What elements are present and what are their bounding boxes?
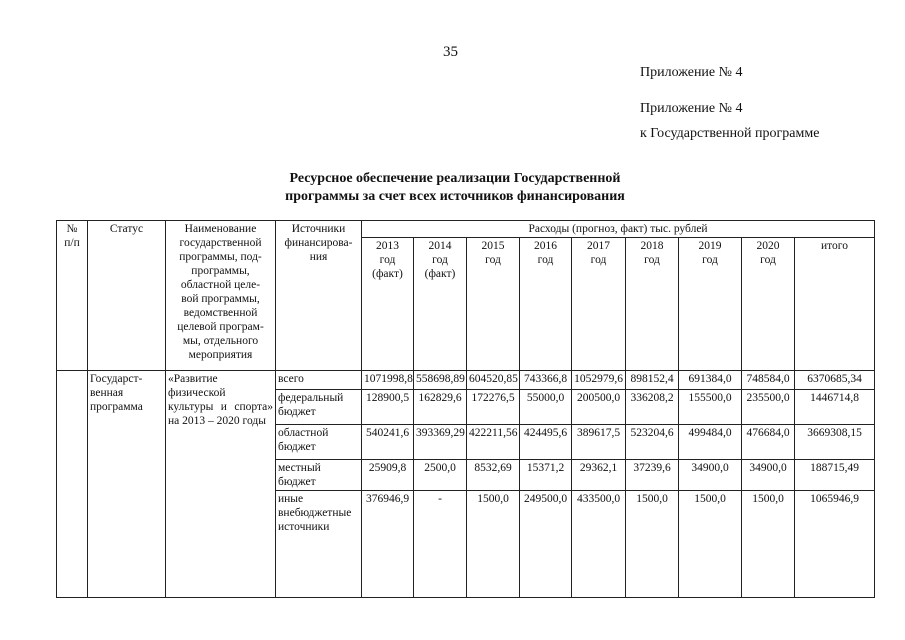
value-cell: 1052979,6 (572, 371, 626, 390)
document-title-line: программы за счет всех источников финансирования (285, 189, 625, 204)
value-cell: 200500,0 (572, 390, 626, 425)
value-cell: 15371,2 (520, 460, 572, 491)
value-cell: 393369,29 (414, 425, 467, 460)
value-cell: 1500,0 (742, 491, 795, 598)
value-cell: 1500,0 (626, 491, 679, 598)
value-cell: 29362,1 (572, 460, 626, 491)
value-cell: 25909,8 (362, 460, 414, 491)
value-cell: 523204,6 (626, 425, 679, 460)
source-cell: областной бюджет (276, 425, 362, 460)
row-number-cell (57, 371, 88, 598)
value-cell: 1500,0 (679, 491, 742, 598)
header-year-2019: 2019 год (679, 238, 742, 371)
value-cell: 540241,6 (362, 425, 414, 460)
value-cell: 55000,0 (520, 390, 572, 425)
source-cell: местный бюджет (276, 460, 362, 491)
value-cell: 34900,0 (742, 460, 795, 491)
value-cell: 235500,0 (742, 390, 795, 425)
header-year-2013: 2013 год (факт) (362, 238, 414, 371)
value-cell: 433500,0 (572, 491, 626, 598)
value-cell: 1500,0 (467, 491, 520, 598)
status-cell: Государст- венная программа (88, 371, 166, 598)
value-cell: - (414, 491, 467, 598)
source-cell: всего (276, 371, 362, 390)
value-cell: 2500,0 (414, 460, 467, 491)
value-cell: 604520,85 (467, 371, 520, 390)
value-cell: 162829,6 (414, 390, 467, 425)
funding-table (56, 220, 875, 598)
table-row (57, 371, 875, 390)
value-cell: 34900,0 (679, 460, 742, 491)
value-cell: 336208,2 (626, 390, 679, 425)
source-cell: федеральный бюджет (276, 390, 362, 425)
total-cell: 1065946,9 (795, 491, 875, 598)
header-year-2016: 2016 год (520, 238, 572, 371)
value-cell: 8532,69 (467, 460, 520, 491)
total-cell: 3669308,15 (795, 425, 875, 460)
header-year-2018: 2018 год (626, 238, 679, 371)
value-cell: 249500,0 (520, 491, 572, 598)
value-cell: 558698,89 (414, 371, 467, 390)
value-cell: 691384,0 (679, 371, 742, 390)
header-total: итого (795, 238, 875, 371)
value-cell: 476684,0 (742, 425, 795, 460)
page-number: 35 (443, 44, 458, 60)
value-cell: 499484,0 (679, 425, 742, 460)
header-year-2017: 2017 год (572, 238, 626, 371)
value-cell: 37239,6 (626, 460, 679, 491)
header-year-2020: 2020 год (742, 238, 795, 371)
header-year-2014: 2014 год (факт) (414, 238, 467, 371)
header-status: Статус (88, 221, 166, 371)
appendix-label: Приложение № 4 (640, 65, 743, 80)
total-cell: 6370685,34 (795, 371, 875, 390)
source-cell: иные внебюджетные источники (276, 491, 362, 598)
value-cell: 389617,5 (572, 425, 626, 460)
header-funding-sources: Источники финансирова- ния (276, 221, 362, 371)
value-cell: 172276,5 (467, 390, 520, 425)
header-program-name: Наименование государственной программы, под- программы, областной целе- вой программы, ведомственной целевой програм- мы, отдельного мероприятия (166, 221, 276, 371)
header-expenses: Расходы (прогноз, факт) тыс. рублей (362, 221, 875, 238)
value-cell: 128900,5 (362, 390, 414, 425)
value-cell: 743366,8 (520, 371, 572, 390)
total-cell: 188715,49 (795, 460, 875, 491)
value-cell: 898152,4 (626, 371, 679, 390)
appendix-label-repeat: Приложение № 4 (640, 101, 743, 116)
program-name-cell: «Развитие физической культуры и спорта» на 2013 – 2020 годы (166, 371, 276, 598)
value-cell: 155500,0 (679, 390, 742, 425)
total-cell: 1446714,8 (795, 390, 875, 425)
table-header-row (57, 221, 875, 238)
value-cell: 424495,6 (520, 425, 572, 460)
value-cell: 1071998,8 (362, 371, 414, 390)
header-year-2015: 2015 год (467, 238, 520, 371)
header-number: № п/п (57, 221, 88, 371)
document-title-line: Ресурсное обеспечение реализации Государственной (289, 171, 621, 186)
value-cell: 376946,9 (362, 491, 414, 598)
value-cell: 748584,0 (742, 371, 795, 390)
appendix-reference: к Государственной программе (640, 126, 820, 141)
value-cell: 422211,56 (467, 425, 520, 460)
document-title (240, 170, 670, 206)
